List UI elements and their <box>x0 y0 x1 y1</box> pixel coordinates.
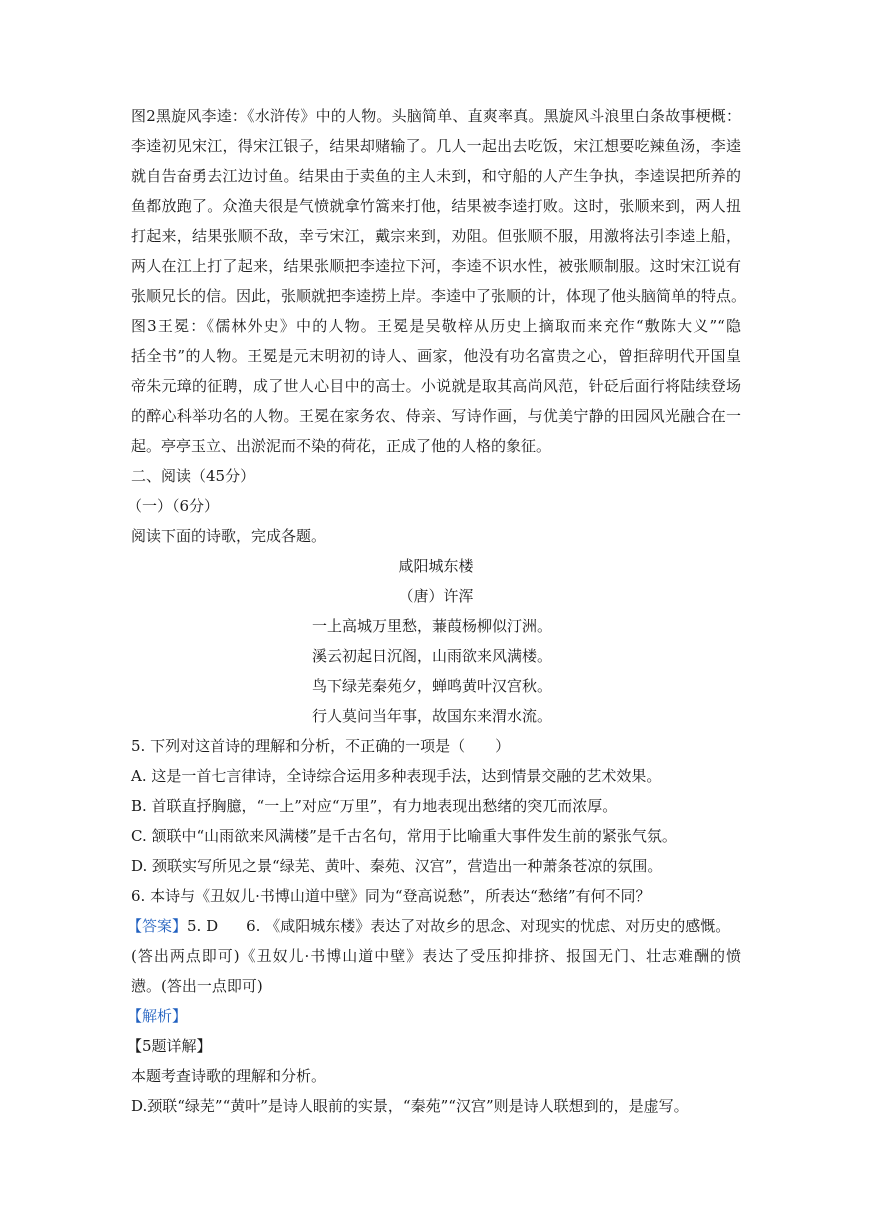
paragraph-line: 的醉心科举功名的人物。王冕在家务农、侍亲、写诗作画，与优美宁静的田园风光融合在一 <box>131 407 741 425</box>
paragraph-line: 帝朱元璋的征聘，成了世人心目中的高士。小说就是取其高尚风范，针砭后面行将陆续登场 <box>131 377 741 395</box>
sub-title: （一）（6分） <box>127 497 220 515</box>
question-5-option-b: B. 首联直抒胸臆，“一上”对应“万里”，有力地表现出愁绪的突兀而浓厚。 <box>131 797 618 815</box>
poem-line: 溪云初起日沉阁，山雨欲来风满楼。 <box>312 647 553 665</box>
paragraph-line: 就自告奋勇去江边讨鱼。结果由于卖鱼的主人未到，和守船的人产生争执，李逵误把所养的 <box>131 167 741 185</box>
question-5-stem: 5. 下列对这首诗的理解和分析，不正确的一项是（ ） <box>131 737 511 755</box>
paragraph-line: 图2黑旋风李逵：《水浒传》中的人物。头脑简单、直爽率真。黑旋风斗浪里白条故事梗概： <box>131 107 741 125</box>
detail-tag: 【5题详解】 <box>127 1037 212 1055</box>
paragraph-line: 张顺兄长的信。因此，张顺就把李逵捞上岸。李逵中了张顺的计，体现了他头脑简单的特点。 <box>131 287 747 305</box>
answer-q5: 5. D <box>187 917 219 935</box>
poem-line: 鸟下绿芜秦苑夕，蝉鸣黄叶汉宫秋。 <box>312 677 553 695</box>
paragraph-line: 起。亭亭玉立、出淤泥而不染的荷花，正成了他的人格的象征。 <box>131 437 552 455</box>
paragraph-line: 括全书”的人物。王冕是元末明初的诗人、画家，他没有功名富贵之心，曾拒辞明代开国皇 <box>131 347 741 365</box>
detail-intro: 本题考查诗歌的理解和分析。 <box>131 1067 327 1085</box>
section-title: 二、阅读（45分） <box>131 467 256 485</box>
paragraph-line: 鱼都放跑了。众渔夫很是气愤就拿竹篙来打他，结果被李逵打败。这时，张顺来到，两人扭 <box>131 197 741 215</box>
answer-line <box>127 916 737 936</box>
answer-tag: 【答案】 <box>127 917 188 935</box>
poem-author: （唐）许浑 <box>398 587 474 605</box>
poem-line: 一上高城万里愁，蒹葭杨柳似汀洲。 <box>312 617 553 635</box>
answer-line-2: (答出两点即可)《丑奴儿·书博山道中壁》表达了受压抑排挤、报国无门、壮志难酬的愤 <box>131 947 741 965</box>
answer-q6: 6. 《咸阳城东楼》表达了对故乡的思念、对现实的忧虑、对历史的感慨。 <box>246 917 731 935</box>
answer-line-3: 懑。(答出一点即可) <box>131 977 263 995</box>
question-5-option-d: D. 颈联实写所见之景“绿芜、黄叶、秦苑、汉宫”，营造出一种萧条苍凉的氛围。 <box>131 857 663 875</box>
analysis-tag: 【解析】 <box>127 1007 188 1025</box>
poem-title: 咸阳城东楼 <box>398 557 474 575</box>
instruction-text: 阅读下面的诗歌，完成各题。 <box>131 527 327 545</box>
paragraph-line: 两人在江上打了起来，结果张顺把李逵拉下河，李逵不识水性，被张顺制服。这时宋江说有 <box>131 257 741 275</box>
paragraph-line: 打起来，结果张顺不敌，幸亏宋江，戴宗来到，劝阻。但张顺不服，用激将法引李逵上船， <box>131 227 741 245</box>
detail-option-d: D.颈联“绿芜”“黄叶”是诗人眼前的实景，“秦苑”“汉宫”则是诗人联想到的，是虚写。 <box>131 1097 689 1115</box>
paragraph-line: 李逵初见宋江，得宋江银子，结果却赌输了。几人一起出去吃饭，宋江想要吃辣鱼汤，李逵 <box>131 137 741 155</box>
poem-line: 行人莫问当年事，故国东来渭水流。 <box>312 707 553 725</box>
question-5-option-a: A. 这是一首七言律诗，全诗综合运用多种表现手法，达到情景交融的艺术效果。 <box>131 767 662 785</box>
question-6-stem: 6. 本诗与《丑奴儿·书博山道中壁》同为“登高说愁”，所表达“愁绪”有何不同？ <box>131 887 651 905</box>
paragraph-line: 图3王冕：《儒林外史》中的人物。王冕是吴敬梓从历史上摘取而来充作“敷陈大义”“隐 <box>131 317 741 335</box>
question-5-option-c: C. 颔联中“山雨欲来风满楼”是千古名句，常用于比喻重大事件发生前的紧张气氛。 <box>131 827 677 845</box>
